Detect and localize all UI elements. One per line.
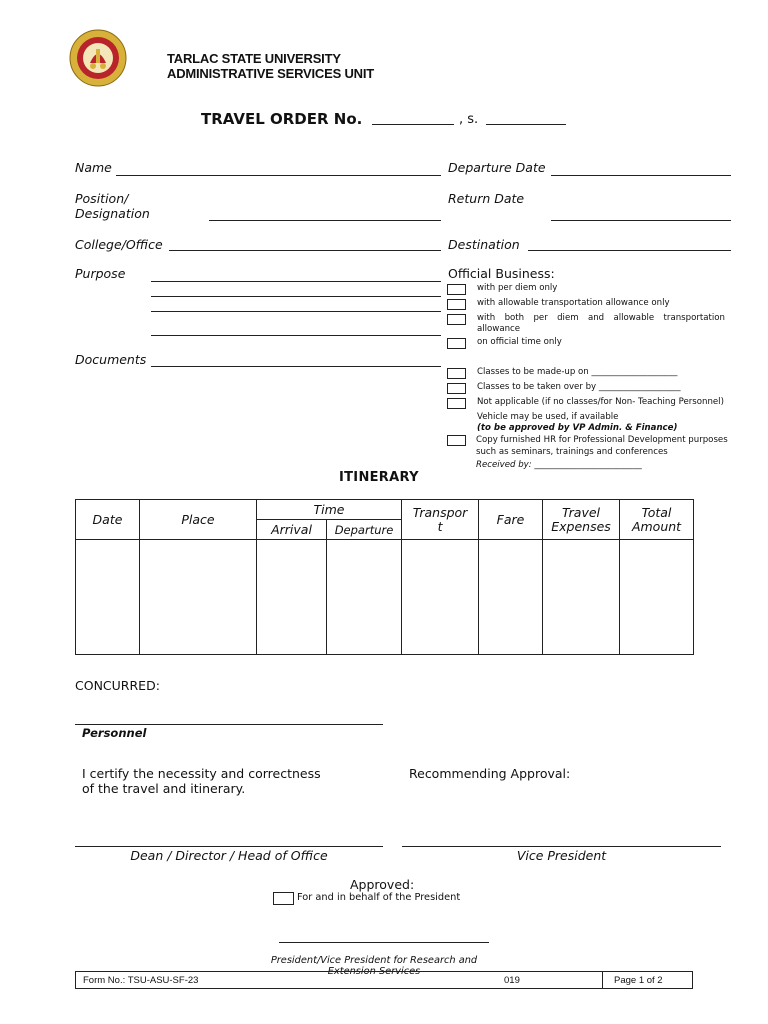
position-label: Position/: [75, 191, 129, 206]
seal-logo-icon: [68, 29, 128, 87]
destination-label: Destination: [448, 237, 520, 252]
purpose-field-line-4[interactable]: [151, 335, 441, 336]
header-place: Place: [140, 500, 257, 540]
signatory-line-1: President/Vice President for Research and: [270, 955, 478, 966]
header-travel-expenses: Travel Expenses: [543, 500, 620, 540]
footer-divider: [602, 971, 603, 989]
series-year-field[interactable]: [486, 124, 566, 125]
certify-line-1: I certify the necessity and correctness: [82, 766, 321, 781]
not-applicable-label: Not applicable (if no classes/for Non- Teaching Personnel): [477, 397, 724, 407]
travel-order-number-field[interactable]: [372, 124, 454, 125]
name-label: Name: [75, 160, 112, 175]
return-date-field[interactable]: [551, 220, 731, 221]
personnel-label: Personnel: [82, 726, 147, 740]
page-title: [201, 110, 362, 128]
transport-cell[interactable]: [402, 540, 479, 655]
form-footer: [75, 971, 693, 989]
date-cell[interactable]: [76, 540, 140, 655]
copy-hr-label-cont: such as seminars, trainings and conferences: [476, 447, 668, 457]
form-revision: 019: [504, 975, 520, 986]
header-transport: Transpor t: [402, 500, 479, 540]
transport-allowance-checkbox[interactable]: [447, 299, 466, 310]
per-diem-checkbox[interactable]: [447, 284, 466, 295]
departure-cell[interactable]: [327, 540, 402, 655]
position-field[interactable]: [209, 220, 441, 221]
title-main: TRAVEL ORDER No.: [201, 110, 363, 128]
itinerary-title: ITINERARY: [339, 470, 419, 485]
destination-field[interactable]: [528, 250, 731, 251]
name-field[interactable]: [116, 175, 441, 176]
signatory-line-2: Extension Services: [327, 966, 421, 977]
president-signature-line[interactable]: [279, 942, 489, 943]
copy-hr-label: Copy furnished HR for Professional Development purposes: [476, 435, 728, 445]
departure-date-label: Departure Date: [448, 160, 546, 175]
received-by-label: Received by: _________________________: [476, 460, 642, 470]
header-arrival: Arrival: [257, 520, 327, 540]
page-number: Page 1 of 2: [614, 975, 663, 986]
college-field[interactable]: [169, 250, 441, 251]
header-departure: Departure: [327, 520, 402, 540]
purpose-field-line-2[interactable]: [151, 296, 441, 297]
title-series: , s.: [459, 112, 479, 127]
college-label: College/Office: [75, 237, 163, 252]
personnel-signature-line[interactable]: [75, 724, 383, 725]
header-total-amount: Total Amount: [620, 500, 694, 540]
both-allowance-label: with both per diem and allowable transportation: [477, 313, 725, 323]
header-date: Date: [76, 500, 140, 540]
table-row: [76, 540, 694, 655]
both-allowance-label-cont: allowance: [477, 324, 521, 334]
official-business-title: Official Business:: [448, 266, 555, 281]
return-date-label: Return Date: [448, 191, 525, 206]
behalf-label: For and in behalf of the President: [297, 892, 461, 903]
concurred-label: CONCURRED:: [75, 678, 160, 693]
fare-cell[interactable]: [479, 540, 543, 655]
classes-made-up-label: Classes to be made-up on ____________________: [477, 367, 678, 377]
departure-date-field[interactable]: [551, 175, 731, 176]
form-number: Form No.: TSU-ASU-SF-23: [83, 975, 199, 986]
vp-label: Vice President: [516, 848, 607, 863]
university-name: TARLAC STATE UNIVERSITY: [167, 51, 341, 66]
copy-hr-checkbox[interactable]: [447, 435, 466, 446]
arrival-cell[interactable]: [257, 540, 327, 655]
purpose-field-line-1[interactable]: [151, 281, 441, 282]
dean-label: Dean / Director / Head of Office: [130, 848, 328, 863]
total-amount-cell[interactable]: [620, 540, 694, 655]
official-time-label: on official time only: [477, 337, 562, 347]
designation-label: Designation: [75, 206, 150, 221]
purpose-label: Purpose: [75, 266, 126, 281]
classes-taken-over-label: Classes to be taken over by ___________________: [477, 382, 681, 392]
purpose-field-line-3[interactable]: [151, 311, 441, 312]
documents-label: Documents: [75, 352, 147, 367]
vehicle-note: (to be approved by VP Admin. & Finance): [477, 423, 678, 433]
classes-made-up-checkbox[interactable]: [447, 368, 466, 379]
behalf-checkbox[interactable]: [273, 892, 294, 905]
classes-taken-over-checkbox[interactable]: [447, 383, 466, 394]
university-seal: [68, 29, 128, 87]
vehicle-label: Vehicle may be used, if available: [477, 412, 619, 422]
official-time-checkbox[interactable]: [447, 338, 466, 349]
not-applicable-checkbox[interactable]: [447, 398, 466, 409]
transport-allowance-label: with allowable transportation allowance only: [477, 298, 670, 308]
place-cell[interactable]: [140, 540, 257, 655]
certify-line-2: of the travel and itinerary.: [82, 781, 246, 796]
itinerary-table: [75, 499, 694, 655]
header-fare: Fare: [479, 500, 543, 540]
recommending-approval-label: Recommending Approval:: [409, 766, 571, 781]
unit-name: ADMINISTRATIVE SERVICES UNIT: [167, 66, 374, 81]
documents-field[interactable]: [151, 366, 441, 367]
vp-signature-line[interactable]: [402, 846, 721, 847]
travel-expenses-cell[interactable]: [543, 540, 620, 655]
dean-signature-line[interactable]: [75, 846, 383, 847]
both-allowance-checkbox[interactable]: [447, 314, 466, 325]
approved-label: Approved:: [350, 877, 415, 892]
header-time: Time: [257, 500, 402, 520]
per-diem-label: with per diem only: [477, 283, 558, 293]
